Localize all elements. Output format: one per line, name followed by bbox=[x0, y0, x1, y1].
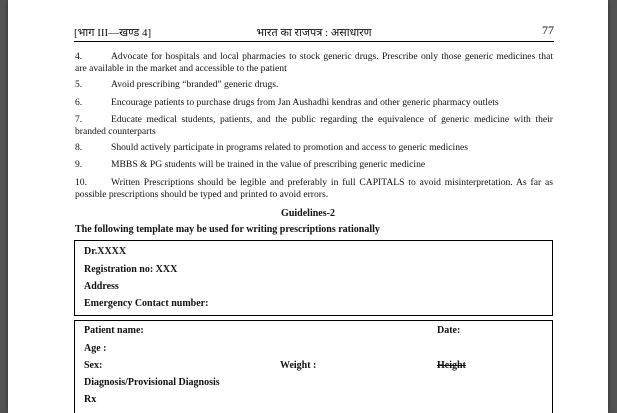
emergency-contact-label: Emergency Contact number: bbox=[84, 298, 209, 309]
registration-number: Registration no: XXX bbox=[84, 264, 178, 275]
sex-label: Sex: bbox=[84, 360, 103, 371]
doctor-name: Dr.XXXX bbox=[84, 246, 127, 257]
item-number: 10. bbox=[75, 177, 87, 188]
header-part-section: [भाग III—खण्ड 4] bbox=[74, 27, 152, 39]
guideline-item-5 bbox=[75, 79, 553, 91]
item-number: 6. bbox=[75, 97, 83, 108]
item-text: Should actively participate in programs related to promotion and access to generic medicines bbox=[111, 142, 468, 153]
rx-label: Rx bbox=[84, 394, 97, 405]
guideline-item-9 bbox=[75, 159, 553, 171]
guideline-item-7 bbox=[75, 114, 553, 137]
date-label: Date: bbox=[437, 325, 461, 336]
item-number: 5. bbox=[75, 79, 83, 90]
guidelines-heading: Guidelines-2 bbox=[281, 208, 335, 219]
guideline-item-4 bbox=[75, 51, 553, 74]
doctor-details-box bbox=[74, 240, 553, 316]
document-page bbox=[8, 0, 608, 413]
guideline-item-10 bbox=[75, 177, 553, 200]
weight-label: Weight : bbox=[280, 360, 317, 371]
gazette-header bbox=[74, 23, 554, 42]
patient-details-box bbox=[74, 320, 553, 413]
item-number: 7. bbox=[75, 114, 83, 125]
item-text: Avoid prescribing “branded” generic drugs. bbox=[111, 79, 279, 90]
item-text: Written Prescriptions should be legible and preferably in full CAPITALS to avoid misinterpretation. As far as possible prescriptions should be typed and printed to avoid errors. bbox=[75, 177, 553, 200]
item-number: 8. bbox=[75, 142, 83, 153]
item-text: MBBS & PG students will be trained in the value of prescribing generic medicine bbox=[111, 159, 426, 170]
age-label: Age : bbox=[84, 343, 107, 354]
item-text: Encourage patients to purchase drugs from Jan Aushadhi kendras and other generic pharmacy outlets bbox=[111, 97, 499, 108]
guideline-item-8 bbox=[75, 142, 553, 154]
item-number: 4. bbox=[75, 51, 83, 62]
height-label: Height bbox=[437, 360, 466, 371]
item-text: Advocate for hospitals and local pharmacies to stock generic drugs. Prescribe only those generic medicines that are available in the market and accessible to the patient bbox=[75, 51, 553, 74]
template-note: The following template may be used for writing prescriptions rationally bbox=[75, 224, 380, 235]
guideline-item-6 bbox=[75, 97, 553, 109]
item-text: Educate medical students, patients, and the public regarding the equivalence of generic medicine with their branded counterparts bbox=[75, 114, 553, 137]
item-number: 9. bbox=[75, 159, 83, 170]
patient-name-label: Patient name: bbox=[84, 325, 144, 336]
header-gazette-title: भारत का राजपत्र : असाधारण bbox=[256, 27, 372, 39]
page-number: 77 bbox=[542, 23, 554, 37]
address-label: Address bbox=[84, 281, 119, 292]
diagnosis-label: Diagnosis/Provisional Diagnosis bbox=[84, 377, 220, 388]
